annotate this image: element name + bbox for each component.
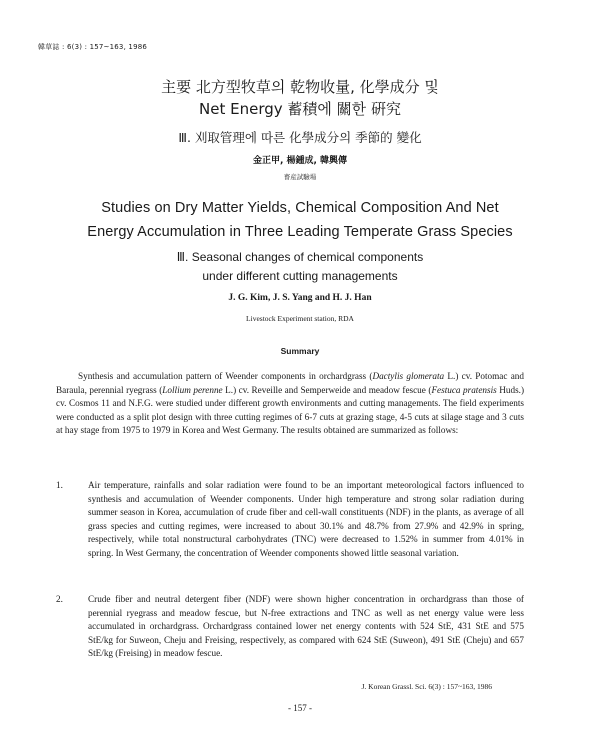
english-title-line2: Energy Accumulation in Three Leading Temperate Grass Species (87, 224, 513, 240)
item-text: Air temperature, rainfalls and solar radiation were found to be an important meteorological factors influenced to synthesis and accumulation of Weender components. Under high temperature and strong solar radiation during summer season in Korea, accumulation of crude fiber and cell-wall constituents (NDF) in the plants, as average of all grass species and cutting regimes, were increased to about 30.1% and 48.7% from 27.9% and 42.9% in spring, respectively, while total nonstructural carbohydrates (TNC) were decreased to 1.52% in summer from 4.01% in spring. In West Germany, the concentration of Weender components showed little seasonal variation. (88, 480, 524, 558)
korean-authors: 金正甲, 楊鍾成, 韓興傳 (252, 156, 348, 166)
journal-citation-footer: J. Korean Grassl. Sci. 6(3) : 157~163, 1986 (361, 682, 492, 691)
summary-heading: Summary (280, 346, 320, 356)
summary-item-2 (56, 593, 524, 661)
species-name: Festuca pratensis (431, 384, 497, 395)
english-title-line1: Studies on Dry Matter Yields, Chemical Composition And Net (101, 200, 499, 216)
english-subtitle-line1: Ⅲ. Seasonal changes of chemical components (176, 250, 424, 264)
page-number: - 157 - (288, 703, 312, 713)
item-number: 1. (56, 480, 63, 490)
species-name: Dactylis glomerata (372, 371, 445, 381)
summary-intro-paragraph (56, 370, 524, 438)
summary-item-1 (56, 479, 524, 560)
english-subtitle-line2: under different cutting managements (202, 269, 398, 283)
english-authors: J. G. Kim, J. S. Yang and H. J. Han (228, 293, 372, 303)
species-name: Lollium perenne (162, 384, 223, 395)
korean-affiliation: 畜産試驗場 (283, 173, 317, 181)
item-text: Crude fiber and neutral detergent fiber (NDF) were shown higher concentration in orchardgrass than those of perennial ryegrass and meadow fescue, but N-free extractions and TNC as well as net energy value were less accumulated in orchardgrass. Orchardgrass contained lower net energy contents with 524 StE, 431 StE and 575 StE/kg for Suweon, Cheju and Freising, respectively, as compared with 624 StE (Suweon), 491 StE (Cheju) and 657 StE/kg (Freising) in meadow fescue. (88, 594, 524, 658)
korean-subtitle: Ⅲ. 刈取管理에 따른 化學成分의 季節的 變化 (178, 130, 422, 145)
intro-text: Synthesis and accumulation pattern of Weender components in orchardgrass ( (78, 371, 373, 381)
korean-title-line2: Net Energy 蓄積에 關한 硏究 (199, 100, 401, 118)
intro-text: Huds.) cv. Cosmos 11 and N.F.G. were studied under different growth environments and cutting managements. The field experiments were conducted as a split plot design with three cutting regimes of 6-7 cuts at grazing stage, 4-5 cuts at silage stage and 3 cuts at hay stage from 1975 to 1979 in Korea and West Germany. The results obtained are summarized as follows: (56, 384, 525, 435)
item-number: 2. (56, 594, 63, 604)
intro-text: L.) cv. Potomac and Baraula, perennial ryegrass ( (56, 371, 524, 395)
korean-title-line1: 主要 北方型牧草의 乾物收量, 化學成分 및 (161, 78, 439, 96)
journal-citation-header: 韓草誌 : 6(3) : 157~163, 1986 (38, 43, 148, 51)
intro-text: L.) cv. Reveille and Semperweide and meadow fescue ( (222, 384, 432, 395)
english-affiliation: Livestock Experiment station, RDA (246, 314, 354, 323)
